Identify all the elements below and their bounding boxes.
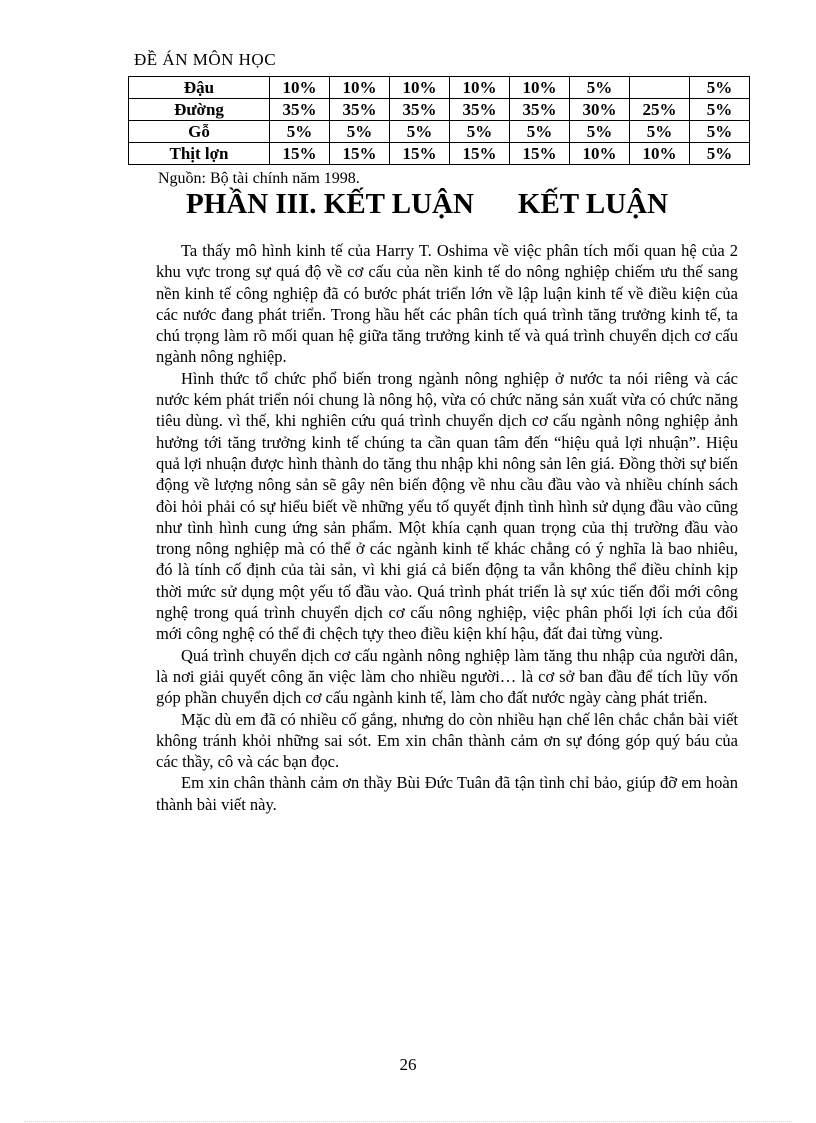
table-cell: 35% (450, 99, 510, 121)
table-cell: 25% (630, 99, 690, 121)
paragraph: Mặc dù em đã có nhiều cố gắng, nhưng do còn nhiều hạn chế lên chắc chắn bài viết không tránh khỏi những sai sót. Em xin chân thành cảm ơn sự đóng góp quý báu của các thầy, cô và các bạn đọc. (156, 709, 738, 772)
row-label: Đậu (129, 77, 270, 99)
table-cell: 15% (450, 143, 510, 165)
table-row (129, 99, 750, 121)
table-cell: 5% (270, 121, 330, 143)
row-label: Thịt lợn (129, 143, 270, 165)
table-cell: 5% (690, 143, 750, 165)
table-source-note: Nguồn: Bộ tài chính năm 1998. (158, 170, 360, 187)
table-cell: 15% (510, 143, 570, 165)
table-cell: 5% (570, 121, 630, 143)
table-cell: 10% (390, 77, 450, 99)
table-cell: 10% (630, 143, 690, 165)
table-cell: 10% (450, 77, 510, 99)
section-heading (186, 188, 668, 221)
table-cell: 35% (390, 99, 450, 121)
table-cell: 15% (390, 143, 450, 165)
table-cell: 30% (570, 99, 630, 121)
table-cell: 5% (510, 121, 570, 143)
table-cell: 15% (270, 143, 330, 165)
section-title: KẾT LUẬN (517, 188, 669, 220)
table-cell: 5% (690, 77, 750, 99)
table-cell: 10% (330, 77, 390, 99)
table-cell: 5% (450, 121, 510, 143)
table-cell: 5% (690, 99, 750, 121)
table-row (129, 77, 750, 99)
table-cell: 10% (570, 143, 630, 165)
paragraph: Em xin chân thành cảm ơn thầy Bùi Đức Tuân đã tận tình chỉ bảo, giúp đỡ em hoàn thành bài viết này. (156, 773, 738, 814)
document-header: ĐỀ ÁN MÔN HỌC (134, 50, 277, 69)
table-cell: 10% (270, 77, 330, 99)
table-cell: 5% (570, 77, 630, 99)
conclusion-body (156, 240, 738, 815)
table-cell: 35% (510, 99, 570, 121)
row-label: Gỗ (129, 121, 270, 143)
part-label: PHẦN III. KẾT LUẬN (186, 188, 474, 220)
tax-rate-table (128, 76, 750, 165)
table-cell: 5% (330, 121, 390, 143)
table-cell: 15% (330, 143, 390, 165)
table-cell: 5% (690, 121, 750, 143)
paragraph: Quá trình chuyển dịch cơ cấu ngành nông nghiệp làm tăng thu nhập của người dân, là nơi giải quyết công ăn việc làm cho nhiều người… là cơ sở ban đầu để tích lũy vốn góp phần chuyển dịch cơ cấu ngành kinh tế, làm cho đất nước ngày càng phát triển. (156, 645, 738, 708)
paragraph: Hình thức tổ chức phổ biến trong ngành nông nghiệp ở nước ta nói riêng và các nước kém phát triển nói chung là nông hộ, vừa có chức năng sản xuất vừa có chức năng tiêu dùng. vì thế, khi nghiên cứu quá trình chuyển dịch cơ cấu ngành nông nghiệp ảnh hưởng tới tăng trưởng kinh tế chúng ta cần quan tâm đến “hiệu quả lợi nhuận”. Hiệu quả lợi nhuận được hình thành do tăng thu nhập khi nông sản lên giá. Đồng thời sự biến động về lượng nông sản sẽ gây nên biến động về nhu cầu đầu vào và nhiều chính sách đòi hỏi phải có sự hiểu biết về những yếu tố quyết định tình hình sử dụng đầu vào cũng như tình hình cung ứng sản phẩm. Một khía cạnh quan trọng của thị trường đầu vào trong nông nghiệp mà có thể ở các ngành kinh tế khác chẳng có ý nghĩa là bao nhiêu, đó là tính cố định của tài sản, vì khi giá cả biến động ta vẫn không thể điều chỉnh kịp thời mức sử dụng một yếu tố đầu vào. Quá trình phát triển là sự xúc tiến đổi mới công nghệ trong quá trình chuyển dịch cơ cấu nông nghiệp, việc phân phối lợi ích của đổi mới công nghệ có thể đi chệch tựy theo điều kiện khí hậu, đất đai từng vùng. (156, 368, 738, 644)
table-row (129, 121, 750, 143)
row-label: Đường (129, 99, 270, 121)
table-cell: 35% (330, 99, 390, 121)
table-cell: 5% (390, 121, 450, 143)
table-cell: 35% (270, 99, 330, 121)
table-row (129, 143, 750, 165)
table-cell: 10% (510, 77, 570, 99)
table-cell: 5% (630, 121, 690, 143)
page-bottom-divider (24, 1121, 792, 1122)
page-number: 26 (399, 1055, 417, 1074)
paragraph: Ta thấy mô hình kinh tế của Harry T. Oshima về việc phân tích mối quan hệ của 2 khu vực trong sự quá độ về cơ cấu của nền kinh tế do nông nghiệp chiếm ưu thế sang nền kinh tế công nghiệp đã có bước phát triển lớn về lập luận kinh tế về điều kiện của các nước đang phát triển. Trong hầu hết các phân tích quá trình tăng trưởng kinh tế, ta chú trọng làm rõ mối quan hệ giữa tăng trưởng kinh tế và quá trình chuyển dịch cơ cấu ngành nông nghiệp. (156, 241, 738, 367)
table-cell (630, 77, 690, 99)
